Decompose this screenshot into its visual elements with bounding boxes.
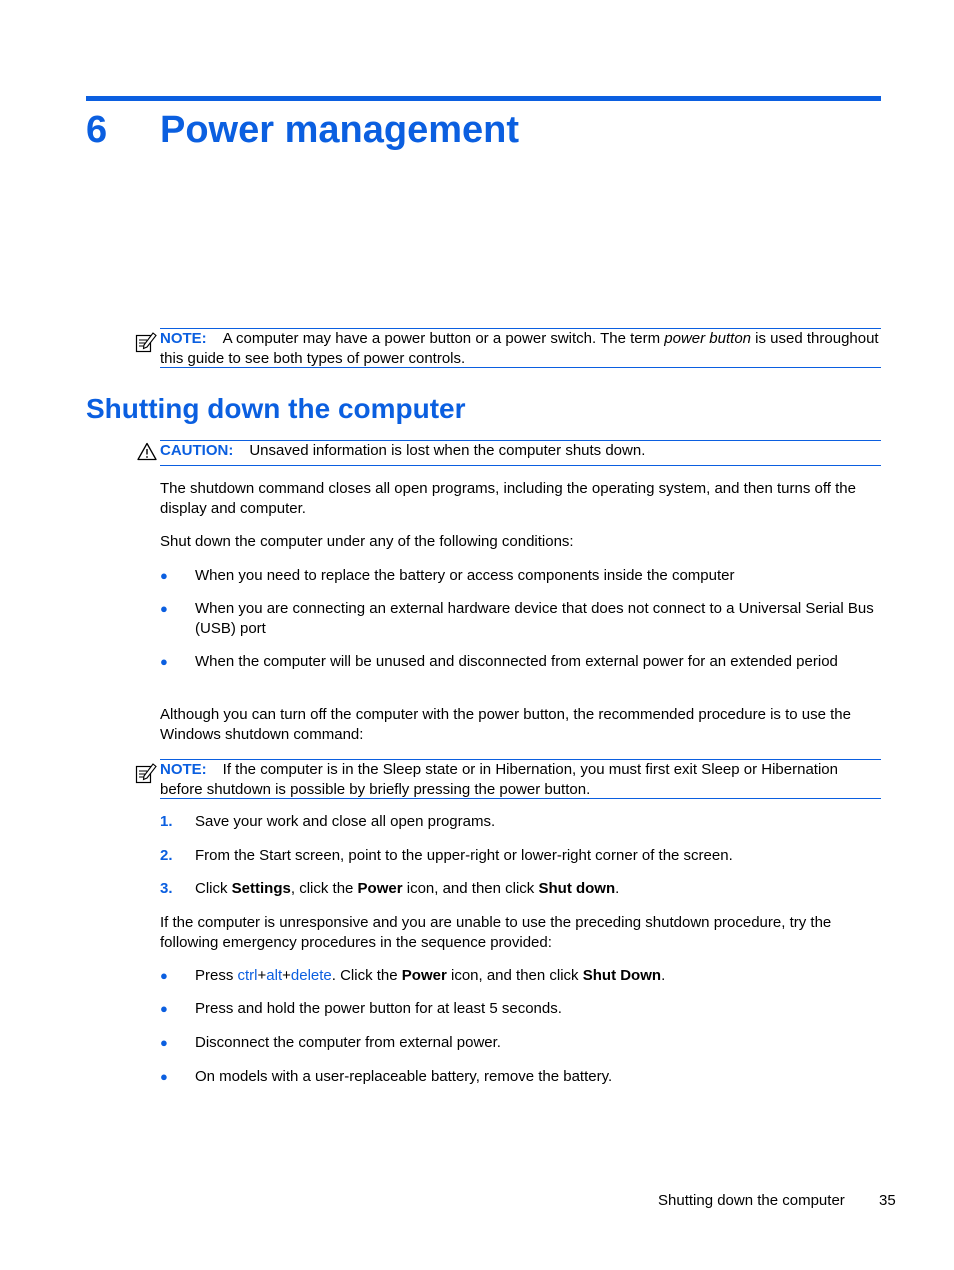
step-text: From the Start screen, point to the upper-right or lower-right corner of the screen. xyxy=(195,847,733,864)
footer-section-title: Shutting down the computer xyxy=(658,1192,845,1209)
caution-text: Unsaved information is lost when the computer shuts down. xyxy=(249,442,646,459)
bullet-icon: ● xyxy=(160,1069,168,1084)
note-box xyxy=(160,759,881,799)
note-text: If the computer is in the Sleep state or in Hibernation, you must first exit Sleep or Hibernation before shutdown is possible by briefly pressing the power button. xyxy=(160,761,838,798)
caution-box xyxy=(160,440,881,466)
note-text: A computer may have a power button or a power switch. The term xyxy=(222,330,665,347)
note-label: NOTE: xyxy=(160,330,207,347)
note-pencil-icon xyxy=(135,331,157,353)
step-number: 1. xyxy=(160,813,173,830)
note-emphasis: power button xyxy=(664,330,752,347)
list-item: Disconnect the computer from external power. xyxy=(195,1034,501,1051)
chapter-number: 6 xyxy=(86,109,108,151)
note-pencil-icon xyxy=(135,762,157,784)
plus-sign: + xyxy=(282,967,291,984)
list-text-part: Press xyxy=(195,967,238,984)
list-item: On models with a user-replaceable battery, remove the battery. xyxy=(195,1068,613,1085)
paragraph-shutdown-command: The shutdown command closes all open programs, including the operating system, and then turns off the display and computer. xyxy=(160,480,856,517)
step-text-part: icon, and then click xyxy=(402,880,539,897)
bullet-icon: ● xyxy=(160,1001,168,1016)
shut-down-term: Shut down xyxy=(538,880,616,897)
key-delete: delete xyxy=(290,967,332,984)
section-title: Shutting down the computer xyxy=(86,393,466,424)
shut-down-term: Shut Down xyxy=(582,967,662,984)
list-item: When you need to replace the battery or access components inside the computer xyxy=(195,567,735,584)
paragraph-recommended-procedure: Although you can turn off the computer with the power button, the recommended procedure is to use the Windows shutdown command: xyxy=(160,706,851,743)
bullet-icon: ● xyxy=(160,654,168,669)
power-term: Power xyxy=(357,880,403,897)
settings-term: Settings xyxy=(231,880,291,897)
note-box xyxy=(160,328,881,368)
list-item: When the computer will be unused and disconnected from external power for an extended period xyxy=(195,653,838,670)
step-number: 2. xyxy=(160,847,173,864)
power-term: Power xyxy=(401,967,447,984)
step-text-part: . xyxy=(615,880,620,897)
warning-triangle-icon xyxy=(137,442,157,461)
note-text-cont: is used throughout this guide to see both types of power controls. xyxy=(160,330,879,367)
step-text: Save your work and close all open programs. xyxy=(195,813,496,830)
plus-sign: + xyxy=(257,967,267,984)
bullet-icon: ● xyxy=(160,968,168,983)
key-ctrl: ctrl xyxy=(237,967,258,984)
step-text-part: , click the xyxy=(290,880,358,897)
list-item xyxy=(195,966,875,986)
list-item: Press and hold the power button for at least 5 seconds. xyxy=(195,1000,562,1017)
list-item: When you are connecting an external hardware device that does not connect to a Universal Serial Bus (USB) port xyxy=(195,600,874,637)
chapter-rule xyxy=(86,96,881,101)
page-number: 35 xyxy=(879,1192,896,1209)
caution-label: CAUTION: xyxy=(160,442,234,459)
note-label: NOTE: xyxy=(160,761,207,778)
step-number: 3. xyxy=(160,880,173,897)
step-text xyxy=(195,879,875,899)
paragraph-emergency-intro: If the computer is unresponsive and you are unable to use the preceding shutdown procedure, try the following emergency procedures in the sequence provided: xyxy=(160,914,832,951)
chapter-title: Power management xyxy=(160,109,519,151)
paragraph-conditions-intro: Shut down the computer under any of the following conditions: xyxy=(160,533,574,550)
bullet-icon: ● xyxy=(160,1035,168,1050)
list-text-part: . Click the xyxy=(331,967,402,984)
step-text-part: Click xyxy=(195,880,232,897)
key-alt: alt xyxy=(266,967,283,984)
bullet-icon: ● xyxy=(160,568,168,583)
bullet-icon: ● xyxy=(160,601,168,616)
list-text-part: icon, and then click xyxy=(446,967,583,984)
list-text-part: . xyxy=(661,967,666,984)
